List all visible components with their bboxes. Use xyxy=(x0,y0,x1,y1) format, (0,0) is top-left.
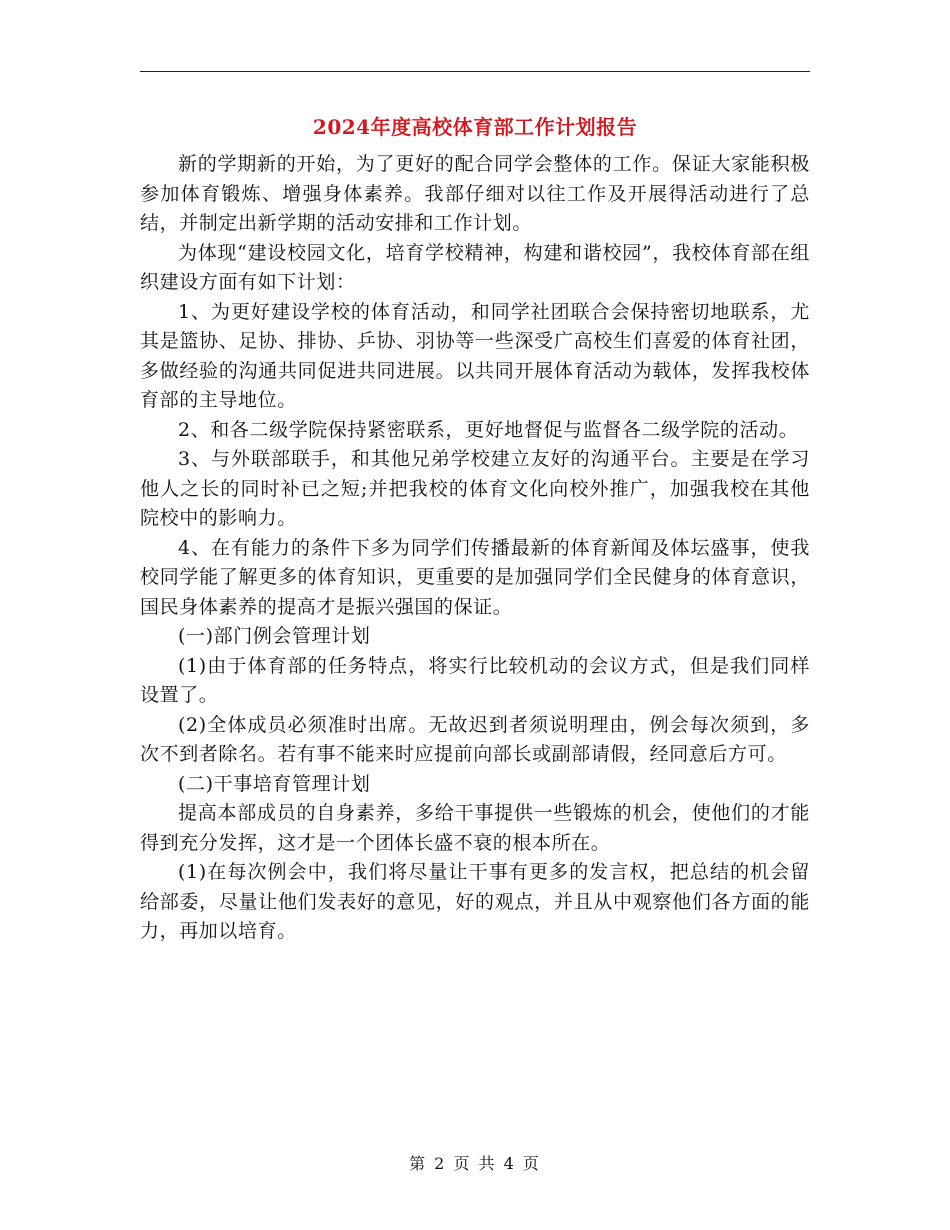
paragraph: 2、和各二级学院保持紧密联系，更好地督促与监督各二级学院的活动。 xyxy=(178,418,799,441)
paragraph: 4、在有能力的条件下多为同学们传播最新的体育新闻及体坛盛事，使我校同学能了解更多的体育知识，更重要的是加强同学们全民健身的体育意识，国民身体素养的提高才是振兴强国的保证。 xyxy=(140,536,810,618)
header-rule xyxy=(140,71,810,72)
paragraph: 3、与外联部联手，和其他兄弟学校建立友好的沟通平台。主要是在学习他人之长的同时补已之短;并把我校的体育文化向校外推广，加强我校在其他院校中的影响力。 xyxy=(140,448,810,529)
paragraph: 为体现“建设校园文化，培育学校精神，构建和谐校园”，我校体育部在组织建设方面有如下计划： xyxy=(140,241,810,293)
document-body xyxy=(140,150,810,947)
paragraph: 提高本部成员的自身素养，多给干事提供一些锻炼的机会，使他们的才能得到充分发挥，这才是一个团体长盛不衰的根本所在。 xyxy=(140,802,810,854)
paragraph: (1)由于体育部的任务特点，将实行比较机动的会议方式，但是我们同样设置了。 xyxy=(140,654,810,706)
section-heading: (一)部门例会管理计划 xyxy=(178,625,371,647)
paragraph: 1、为更好建设学校的体育活动，和同学社团联合会保持密切地联系，尤其是篮协、足协、排协、乒协、羽协等一些深受广高校生们喜爱的体育社团，多做经验的沟通共同促进共同进展。以共同开展体育活动为载体，发挥我校体育部的主导地位。 xyxy=(140,300,810,411)
paragraph: (1)在每次例会中，我们将尽量让干事有更多的发言权，把总结的机会留给部委，尽量让他们发表好的意见，好的观点，并且从中观察他们各方面的能力，再加以培育。 xyxy=(140,861,810,942)
page-footer: 第 2 页 共 4 页 xyxy=(409,1154,541,1173)
section-heading: (二)干事培育管理计划 xyxy=(178,772,371,795)
document-title: 2024年度高校体育部工作计划报告 xyxy=(312,115,638,139)
paragraph: (2)全体成员必须准时出席。无故迟到者须说明理由，例会每次须到，多次不到者除名。若有事不能来时应提前向部长或副部请假，经同意后方可。 xyxy=(140,713,810,765)
paragraph: 新的学期新的开始，为了更好的配合同学会整体的工作。保证大家能积极参加体育锻炼、增强身体素养。我部仔细对以往工作及开展得活动进行了总结，并制定出新学期的活动安排和工作计划。 xyxy=(140,153,810,234)
